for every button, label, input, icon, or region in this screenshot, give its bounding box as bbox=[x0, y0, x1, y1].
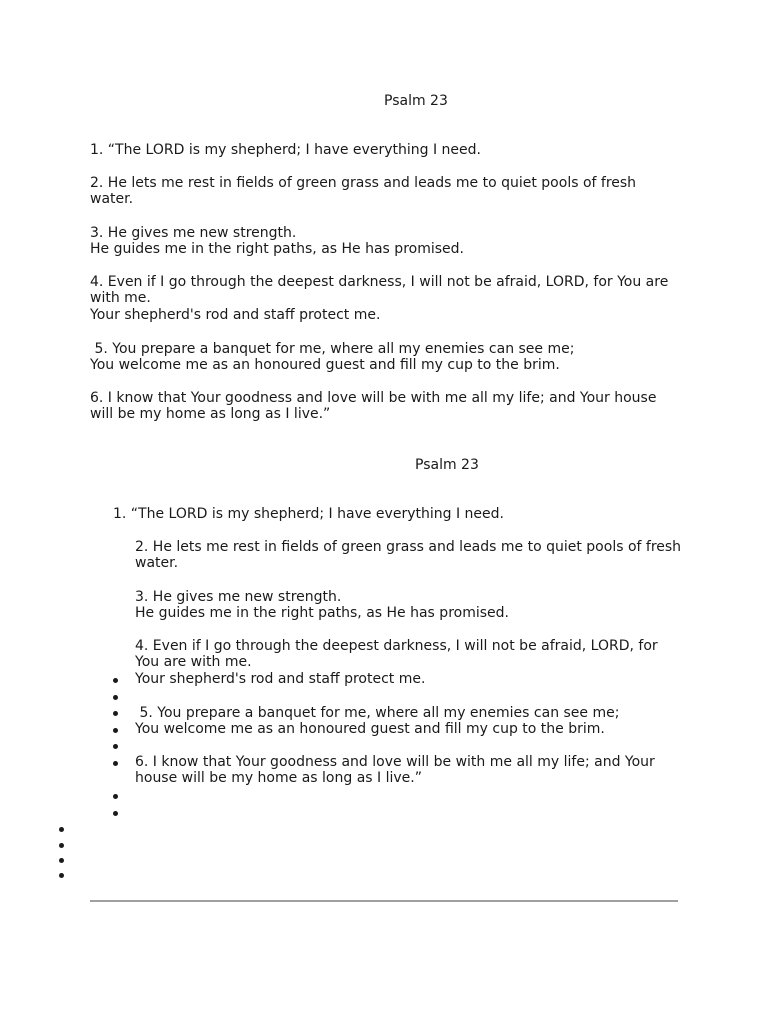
list-bullet bbox=[113, 678, 118, 683]
doc2-line: He guides me in the right paths, as He has promised. bbox=[135, 605, 509, 621]
doc2-line: 6. I know that Your goodness and love will be with me all my life; and Your bbox=[135, 754, 655, 770]
doc1-line: with me. bbox=[90, 290, 151, 306]
list-bullet bbox=[113, 811, 118, 816]
list-bullet bbox=[59, 843, 64, 848]
doc1-line: will be my home as long as I live.” bbox=[90, 406, 331, 422]
doc1-line: He guides me in the right paths, as He has promised. bbox=[90, 241, 464, 257]
doc2-line: house will be my home as long as I live.” bbox=[135, 770, 422, 786]
list-bullet bbox=[59, 873, 64, 878]
doc2-line: You are with me. bbox=[135, 654, 252, 670]
doc2-line: Your shepherd's rod and staff protect me. bbox=[135, 671, 426, 687]
horizontal-divider bbox=[90, 900, 678, 902]
doc1-line: You welcome me as an honoured guest and fill my cup to the brim. bbox=[90, 357, 560, 373]
doc1-line: water. bbox=[90, 191, 134, 207]
doc2-line: 4. Even if I go through the deepest darkness, I will not be afraid, LORD, for bbox=[135, 638, 658, 654]
list-bullet bbox=[113, 794, 118, 799]
list-bullet bbox=[59, 858, 64, 863]
doc1-line: 2. He lets me rest in fields of green grass and leads me to quiet pools of fresh bbox=[90, 175, 637, 191]
list-bullet bbox=[113, 761, 118, 766]
doc1-line: 6. I know that Your goodness and love will be with me all my life; and Your house bbox=[90, 390, 657, 406]
doc1-title: Psalm 23 bbox=[384, 93, 448, 109]
doc2-line: 1. “The LORD is my shepherd; I have everything I need. bbox=[113, 506, 504, 522]
doc1-line: Your shepherd's rod and staff protect me. bbox=[90, 307, 381, 323]
list-bullet bbox=[113, 695, 118, 700]
list-bullet bbox=[59, 827, 64, 832]
doc1-line: 5. You prepare a banquet for me, where all my enemies can see me; bbox=[90, 341, 575, 357]
doc2-line: 2. He lets me rest in fields of green grass and leads me to quiet pools of fresh bbox=[135, 539, 682, 555]
list-bullet bbox=[113, 744, 118, 749]
list-bullet bbox=[113, 711, 118, 716]
doc1-line: 1. “The LORD is my shepherd; I have everything I need. bbox=[90, 142, 481, 158]
doc2-line: You welcome me as an honoured guest and fill my cup to the brim. bbox=[135, 721, 605, 737]
doc2-line: 5. You prepare a banquet for me, where all my enemies can see me; bbox=[135, 705, 620, 721]
doc1-line: 3. He gives me new strength. bbox=[90, 225, 297, 241]
doc2-line: water. bbox=[135, 555, 179, 571]
doc1-line: 4. Even if I go through the deepest darkness, I will not be afraid, LORD, for You are bbox=[90, 274, 669, 290]
list-bullet bbox=[113, 728, 118, 733]
doc2-line: 3. He gives me new strength. bbox=[135, 589, 342, 605]
doc2-title: Psalm 23 bbox=[415, 457, 479, 473]
